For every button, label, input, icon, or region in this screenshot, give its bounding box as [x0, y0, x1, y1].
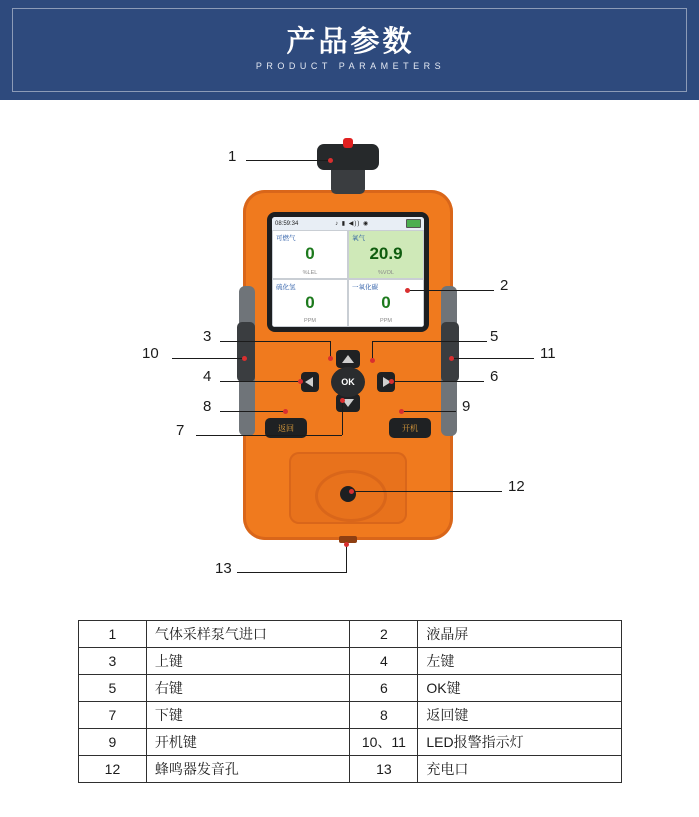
table-row	[79, 621, 622, 648]
part-description: 返回键	[418, 702, 622, 729]
callout-line-2	[408, 290, 494, 291]
part-description: 蜂鸣器发音孔	[146, 756, 350, 783]
callout-label-8: 8	[203, 398, 212, 415]
callout-label-7: 7	[176, 422, 185, 439]
callout-label-11: 11	[540, 345, 556, 362]
callout-label-6: 6	[490, 368, 499, 385]
gas-value: 0	[305, 292, 315, 312]
parts-table-body	[79, 621, 622, 783]
callout-line-13b	[346, 544, 347, 572]
callout-label-4: 4	[203, 368, 212, 385]
callout-dot-10	[242, 356, 247, 361]
buzzer-hole	[340, 486, 356, 502]
gas-value: 20.9	[369, 244, 403, 263]
table-row	[79, 648, 622, 675]
gas-intake-port-icon	[343, 138, 353, 148]
callout-label-5: 5	[490, 328, 499, 345]
callout-label-2: 2	[500, 277, 509, 294]
callout-line-10	[172, 358, 244, 359]
part-description: 上键	[146, 648, 350, 675]
callout-dot-7	[340, 398, 345, 403]
table-row	[79, 729, 622, 756]
part-description: 右键	[146, 675, 350, 702]
lcd-screen	[272, 217, 424, 327]
callout-line-6	[392, 381, 484, 382]
callout-line-5	[372, 341, 487, 342]
device-left-grip	[237, 322, 255, 382]
callout-dot-4	[298, 379, 303, 384]
part-number: 1	[79, 621, 147, 648]
left-key	[301, 372, 319, 392]
keypad	[301, 350, 395, 412]
callout-label-10: 10	[142, 345, 159, 362]
product-diagram	[0, 100, 699, 600]
part-description: 下键	[146, 702, 350, 729]
callout-dot-3	[328, 356, 333, 361]
gas-cell	[348, 230, 424, 279]
callout-dot-5	[370, 358, 375, 363]
gas-unit: PPM	[304, 318, 316, 324]
up-key	[336, 350, 360, 368]
callout-line-7b	[342, 400, 343, 435]
power-key: 开机	[389, 418, 431, 438]
callout-line-9	[402, 411, 456, 412]
part-number: 2	[350, 621, 418, 648]
gas-name: 可燃气	[276, 235, 296, 242]
part-description: 液晶屏	[418, 621, 622, 648]
callout-dot-2	[405, 288, 410, 293]
callout-dot-6	[389, 379, 394, 384]
parts-table-wrapper	[78, 620, 622, 783]
battery-icon	[406, 219, 421, 228]
callout-line-1	[246, 160, 331, 161]
callout-dot-8	[283, 409, 288, 414]
part-description: 左键	[418, 648, 622, 675]
part-number: 5	[79, 675, 147, 702]
callout-dot-12	[349, 489, 354, 494]
part-number: 7	[79, 702, 147, 729]
gas-cell	[272, 230, 348, 279]
triangle-left-icon	[305, 377, 313, 387]
gas-value: 0	[305, 244, 315, 263]
page-title: 产品参数	[286, 26, 415, 58]
callout-label-3: 3	[203, 328, 212, 345]
callout-dot-1	[328, 158, 333, 163]
part-number: 8	[350, 702, 418, 729]
part-number: 4	[350, 648, 418, 675]
lcd-bezel	[267, 212, 429, 332]
part-number: 6	[350, 675, 418, 702]
banner-border	[12, 8, 687, 92]
part-description: 气体采样泵气进口	[146, 621, 350, 648]
table-row	[79, 675, 622, 702]
part-number: 9	[79, 729, 147, 756]
table-row	[79, 756, 622, 783]
page-header-banner	[0, 0, 699, 100]
gas-cell	[348, 279, 424, 328]
part-number: 10、11	[350, 729, 418, 756]
callout-line-7	[196, 435, 342, 436]
callout-dot-11	[449, 356, 454, 361]
callout-label-12: 12	[508, 478, 525, 495]
lcd-status-bar	[272, 217, 424, 230]
part-description: LED报警指示灯	[418, 729, 622, 756]
part-description: 充电口	[418, 756, 622, 783]
part-number: 3	[79, 648, 147, 675]
gas-detector-device	[243, 190, 453, 540]
gas-cell	[272, 279, 348, 328]
gas-unit: %LEL	[302, 269, 318, 276]
callout-line-11	[452, 358, 534, 359]
ok-key: OK	[331, 367, 365, 397]
page-subtitle: PRODUCT PARAMETERS	[255, 61, 446, 71]
callout-line-4	[220, 381, 300, 382]
callout-label-9: 9	[462, 398, 471, 415]
back-key: 返回	[265, 418, 307, 438]
gas-unit: PPM	[380, 318, 392, 324]
lcd-status-icons: ♪ ▮ ◀)) ◉	[335, 221, 370, 227]
callout-dot-9	[399, 409, 404, 414]
callout-line-12	[352, 491, 502, 492]
callout-label-1: 1	[228, 148, 237, 165]
part-number: 12	[79, 756, 147, 783]
part-description: OK键	[418, 675, 622, 702]
callout-line-8	[220, 411, 285, 412]
callout-dot-13	[344, 542, 349, 547]
gas-unit: %VOL	[378, 269, 394, 276]
lcd-gas-grid	[272, 230, 424, 327]
gas-value: 0	[381, 292, 391, 312]
callout-line-13	[237, 572, 347, 573]
table-row	[79, 702, 622, 729]
gas-name: 一氧化碳	[352, 283, 378, 291]
part-number: 13	[350, 756, 418, 783]
triangle-up-icon	[342, 355, 354, 363]
parts-table	[78, 620, 622, 783]
callout-line-3	[220, 341, 330, 342]
device-right-grip	[441, 322, 459, 382]
gas-name: 氧气	[352, 235, 365, 242]
part-description: 开机键	[146, 729, 350, 756]
callout-label-13: 13	[215, 560, 232, 577]
gas-name: 硫化氢	[276, 283, 296, 291]
lcd-time: 08:59:34	[275, 220, 299, 227]
